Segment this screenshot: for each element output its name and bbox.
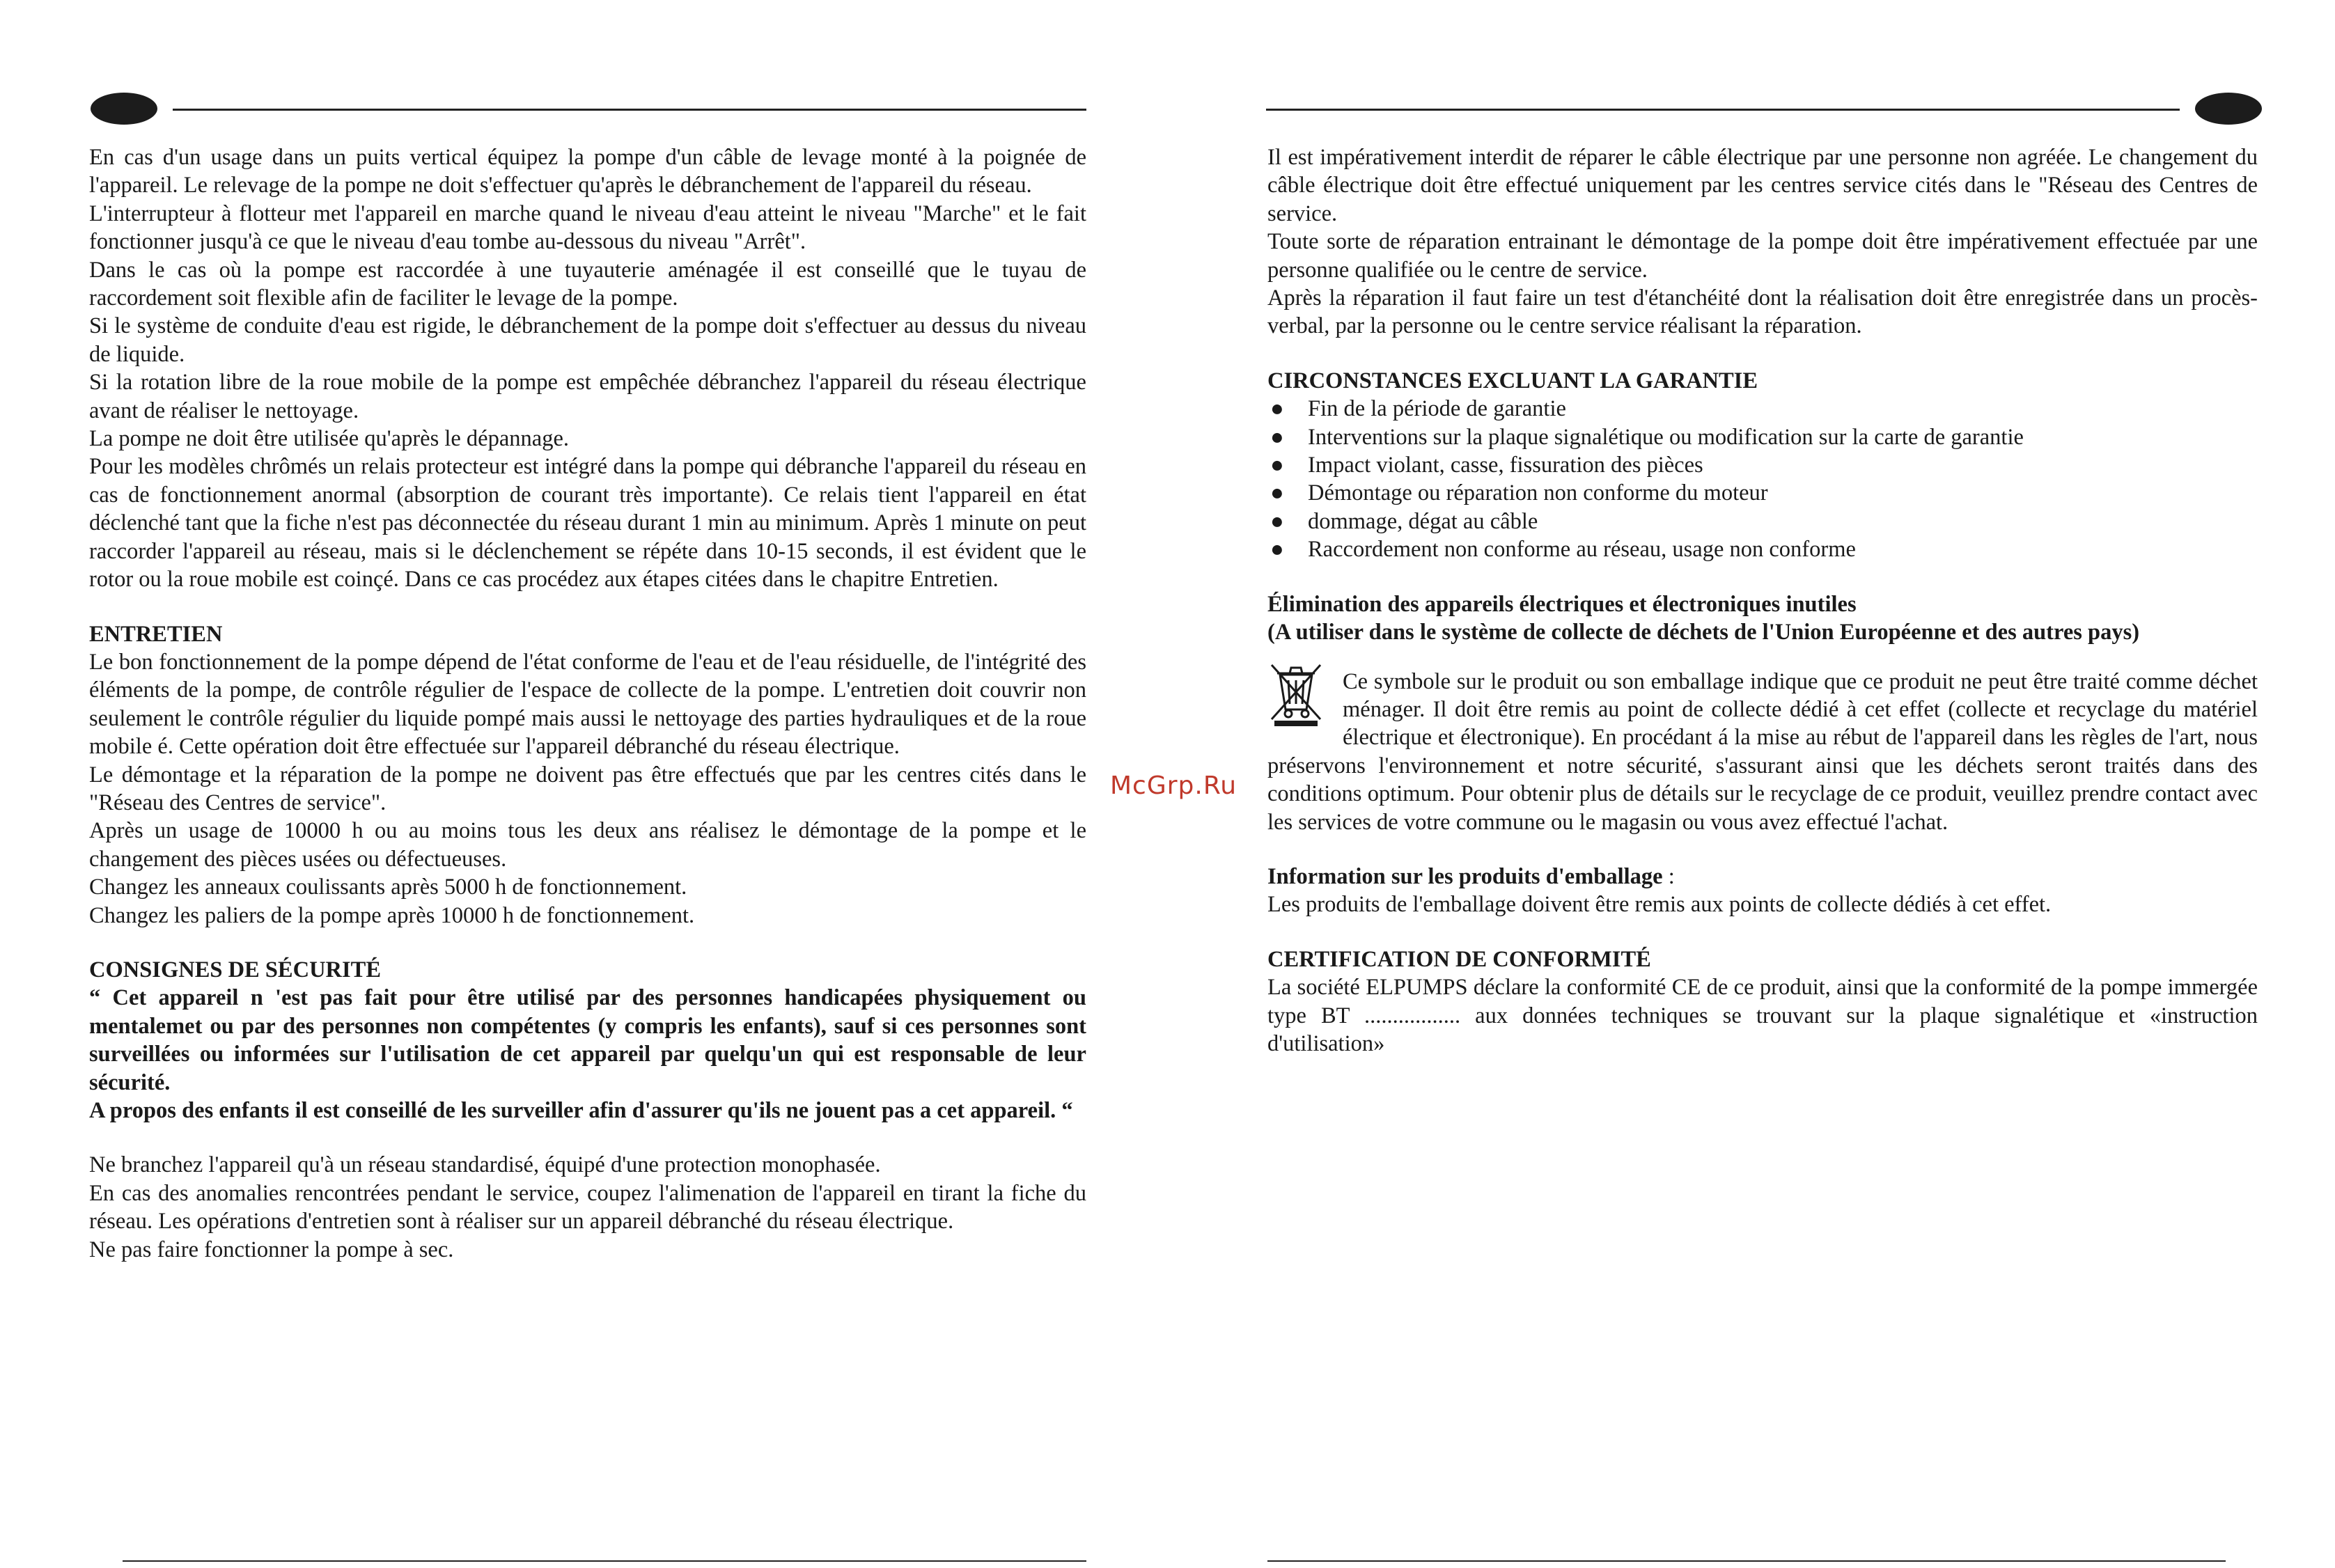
list-item: ● Démontage ou réparation non conforme du moteur <box>1267 479 2258 507</box>
list-item: ● Fin de la période de garantie <box>1267 395 2258 423</box>
list-item: ● Interventions sur la plaque signalétique ou modification sur la carte de garantie <box>1267 423 2258 451</box>
paragraph: Il est impérativement interdit de réparer le câble électrique par une personne non agréée. Le changement du câble électrique doit être effectué uniquement par les centres service cités dans le "Réseau des Centres de service. <box>1267 145 2258 226</box>
header-rule <box>173 109 1086 111</box>
right-page <box>1167 0 2335 1568</box>
page-marker-oval <box>91 93 157 125</box>
paragraph: Ne pas faire fonctionner la pompe à sec. <box>89 1237 454 1262</box>
paragraph: Après un usage de 10000 h ou au moins tous les deux ans réalisez le démontage de la pompe et le changement des pièces usées ou défectueuses. <box>89 818 1086 872</box>
paragraph: Changez les anneaux coulissants après 5000 h de fonctionnement. <box>89 875 687 900</box>
bullet-icon: ● <box>1270 480 1284 506</box>
paragraph: Changez les paliers de la pompe après 10000 h de fonctionnement. <box>89 902 695 928</box>
paragraph: Ce symbole sur le produit ou son emballage indique que ce produit ne peut être traité comme déchet ménager. Il doit être remis au point de collecte dédié à cet effet (collecte et recyclage du matériel électrique et électronique). En procédant á la mise au rébut de l'appareil dans les règles de l'art, nous préservons l'environnement et notre sécurité, s'assurant ainsi que les déchets seront traités dans des conditions optimum. Pour obtenir plus de détails sur le recyclage de ce produit, veuillez prendre contact avec les services de votre commune ou le magasin ou vous avez effectué l'achat. <box>1267 668 2258 835</box>
list-item: ● dommage, dégat au câble <box>1267 508 2258 535</box>
paragraph: Après la réparation il faut faire un test d'étanchéité dont la réalisation doit être enregistrée dans un procès-verbal, par la personne ou le centre service réalisant la réparation. <box>1267 285 2258 339</box>
paragraph: Ne branchez l'appareil qu'à un réseau standardisé, équipé d'une protection monophasée. <box>89 1152 881 1178</box>
section-heading-entretien: ENTRETIEN <box>89 621 223 647</box>
bullet-icon: ● <box>1270 453 1284 478</box>
paragraph: Les produits de l'emballage doivent être remis aux points de collecte dédiés à cet effet. <box>1267 892 2052 918</box>
paragraph: Le démontage et la réparation de la pompe ne doivent pas être effectués que par les centres cités dans le "Réseau des Centres de service". <box>89 762 1086 815</box>
section-heading-elimination: Élimination des appareils électriques et électroniques inutiles <box>1267 591 1857 617</box>
paragraph: Le bon fonctionnement de la pompe dépend de l'état conforme de l'eau et de l'eau résiduelle, de l'intégrité des éléments de la pompe, de contrôle régulier de l'espace de collecte de la pompe. L'entretien doit couvrir non seulement le contrôle régulier du liquide pompé mais aussi le nettoyage des parties hydrauliques et de la roue mobile é. Cette opération doit être effectuée sur l'appareil débranché du réseau électrique. <box>89 649 1086 760</box>
paragraph: En cas d'un usage dans un puits vertical équipez la pompe d'un câble de levage monté à la poignée de l'appareil. Le relevage de la pompe ne doit s'effectuer qu'après le débranchement de l'appareil du réseau. <box>89 145 1086 198</box>
paragraph: Si la rotation libre de la roue mobile de la pompe est empêchée débranchez l'appareil du réseau électrique avant de réaliser le nettoyage. <box>89 370 1086 423</box>
section-heading-securite: CONSIGNES DE SÉCURITÉ <box>89 957 382 982</box>
watermark: McGrp.Ru <box>1110 771 1237 800</box>
section-subheading-elimination: (A utiliser dans le système de collecte de déchets de l'Union Européenne et des autres pays) <box>1267 620 2140 645</box>
crossed-out-wheelie-bin-icon <box>1267 661 1325 726</box>
section-heading-emballage: Information sur les produits d'emballage <box>1267 863 1663 889</box>
weee-block <box>1267 661 2258 836</box>
garantie-list <box>1267 395 2258 563</box>
paragraph: La pompe ne doit être utilisée qu'après le dépannage. <box>89 426 569 452</box>
safety-warning: “ Cet appareil n 'est pas fait pour être utilisé par des personnes handicapées physiquement ou mentalemet ou par des personnes non compétentes (y compris les enfants), sauf si ces personnes sont surveillées ou informées sur l'utilisation de cet appareil par quelqu'un qui est responsable de leur sécurité. <box>89 985 1086 1095</box>
bullet-icon: ● <box>1270 424 1284 450</box>
page-marker-oval <box>2195 93 2262 125</box>
left-column <box>89 143 1086 1264</box>
footer-rule <box>1267 1560 2226 1562</box>
paragraph: La société ELPUMPS déclare la conformité CE de ce produit, ainsi que la conformité de la pompe immergée type BT ................. aux données techniques se trouvant sur la plaque signalétique et «instruction d'utilisation» <box>1267 975 2258 1056</box>
paragraph: L'interrupteur à flotteur met l'appareil en marche quand le niveau d'eau atteint le niveau "Marche" et le fait fonctionner jusqu'à ce que le niveau d'eau tombe au-dessous du niveau "Arrêt". <box>89 201 1086 255</box>
bullet-icon: ● <box>1270 537 1284 563</box>
emballage-heading-row: Information sur les produits d'emballage : <box>1267 863 1675 889</box>
footer-rule <box>123 1560 1086 1562</box>
paragraph: Toute sorte de réparation entrainant le démontage de la pompe doit être impérativement effectuée par une personne qualifiée ou le centre de service. <box>1267 229 2258 283</box>
paragraph: Dans le cas où la pompe est raccordée à une tuyauterie aménagée il est conseillé que le tuyau de raccordement soit flexible afin de faciliter le levage de la pompe. <box>89 257 1086 311</box>
paragraph: Pour les modèles chrômés un relais protecteur est intégré dans la pompe qui débranche l'appareil du réseau en cas de fonctionnement anormal (absorption de courant très importante). Ce relais tient l'appareil en état déclenché tant que la fiche n'est pas déconnectée du réseau durant 1 min au minimum. Après 1 minute on peut raccorder l'appareil au réseau, mais si le déclenchement se répéte dans 10-15 seconds, il est évident que le rotor ou la roue mobile est coinçé. Dans ce cas procédez aux étapes citées dans le chapitre Entretien. <box>89 454 1086 593</box>
header-rule <box>1266 109 2180 111</box>
section-heading-certification: CERTIFICATION DE CONFORMITÉ <box>1267 946 1651 972</box>
right-column <box>1267 143 2258 1058</box>
section-heading-garantie: CIRCONSTANCES EXCLUANT LA GARANTIE <box>1267 368 1758 393</box>
paragraph: En cas des anomalies rencontrées pendant le service, coupez l'alimenation de l'appareil en tirant la fiche du réseau. Les opérations d'entretien sont à réaliser sur un appareil débranché du réseau électrique. <box>89 1180 1086 1234</box>
list-item: ● Raccordement non conforme au réseau, usage non conforme <box>1267 535 2258 563</box>
paragraph: Si le système de conduite d'eau est rigide, le débranchement de la pompe doit s'effectuer au dessus du niveau de liquide. <box>89 313 1086 367</box>
safety-warning-children: A propos des enfants il est conseillé de les surveiller afin d'assurer qu'ils ne jouent pas a cet appareil. “ <box>89 1098 1073 1123</box>
bullet-icon: ● <box>1270 508 1284 534</box>
list-item: ● Impact violant, casse, fissuration des pièces <box>1267 451 2258 479</box>
bullet-icon: ● <box>1270 396 1284 422</box>
left-page <box>0 0 1167 1568</box>
